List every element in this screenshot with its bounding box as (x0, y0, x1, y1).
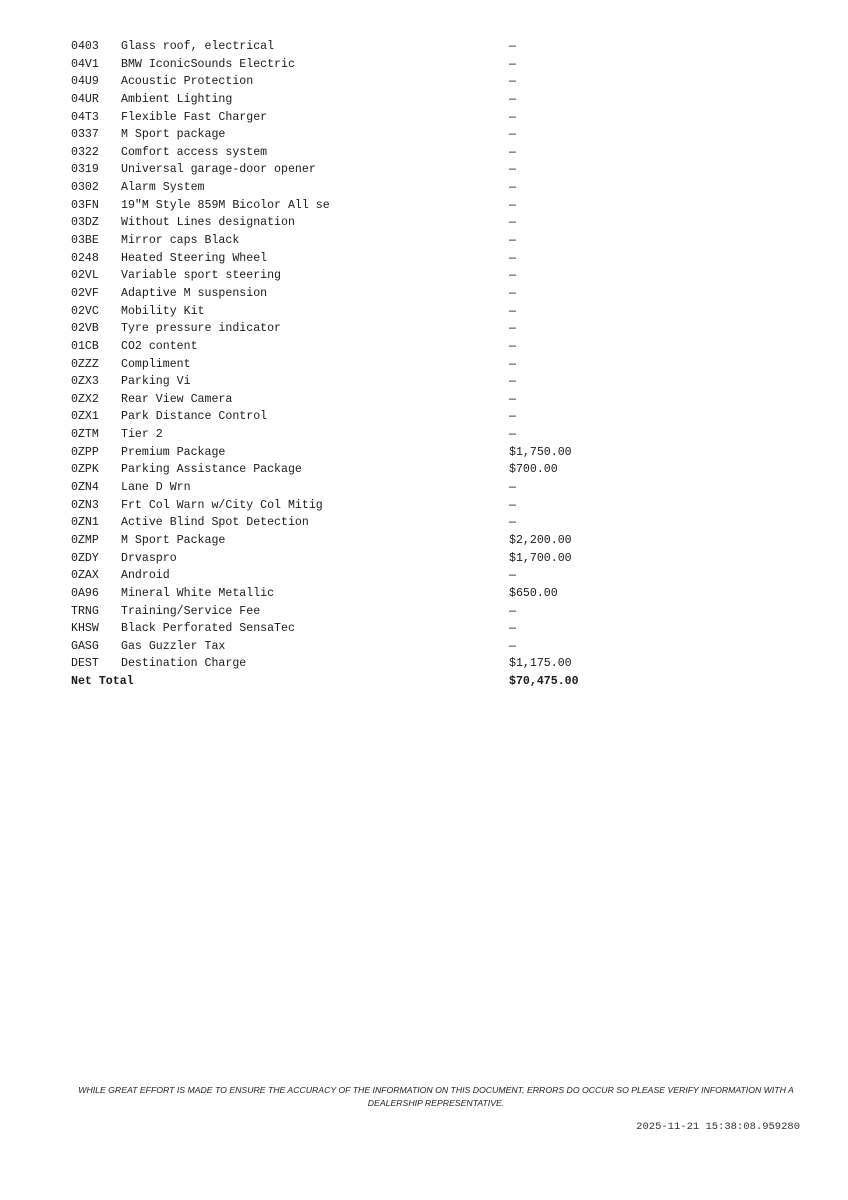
option-description: Frt Col Warn w/City Col Mitig (121, 498, 323, 512)
net-total-value: $70,475.00 (509, 675, 579, 689)
option-price: — (509, 304, 516, 318)
option-price: — (509, 392, 516, 406)
option-code: 0248 (71, 251, 99, 265)
option-code: 0ZN3 (71, 498, 99, 512)
option-row (71, 267, 631, 285)
option-price: $2,200.00 (509, 533, 572, 547)
option-description: Alarm System (121, 181, 205, 195)
option-row (71, 373, 631, 391)
option-code: 0319 (71, 163, 99, 177)
option-description: Mobility Kit (121, 304, 205, 318)
option-row (71, 603, 631, 621)
option-description: Universal garage-door opener (121, 163, 316, 177)
option-price: — (509, 251, 516, 265)
option-row (71, 232, 631, 250)
option-row (71, 655, 631, 673)
option-description: Drvaspro (121, 551, 177, 565)
option-description: Active Blind Spot Detection (121, 516, 309, 530)
option-code: 0ZX1 (71, 410, 99, 424)
option-code: 02VC (71, 304, 99, 318)
option-row (71, 567, 631, 585)
option-row (71, 356, 631, 374)
option-price: — (509, 181, 516, 195)
option-description: Lane D Wrn (121, 481, 191, 495)
option-code: 03BE (71, 234, 99, 248)
option-price: $1,700.00 (509, 551, 572, 565)
option-description: Tier 2 (121, 428, 163, 442)
option-code: 0ZX2 (71, 392, 99, 406)
option-row (71, 250, 631, 268)
option-row (71, 38, 631, 56)
options-list (71, 38, 631, 673)
option-row (71, 126, 631, 144)
option-price: — (509, 339, 516, 353)
option-description: Parking Assistance Package (121, 463, 302, 477)
option-price: — (509, 57, 516, 71)
option-row (71, 56, 631, 74)
option-row (71, 620, 631, 638)
option-code: 0ZPP (71, 445, 99, 459)
option-description: M Sport Package (121, 533, 226, 547)
option-description: Mineral White Metallic (121, 586, 275, 600)
option-code: 0ZMP (71, 533, 99, 547)
option-code: 0337 (71, 128, 99, 142)
option-description: Without Lines designation (121, 216, 295, 230)
option-row (71, 214, 631, 232)
option-row (71, 285, 631, 303)
option-row (71, 320, 631, 338)
option-code: KHSW (71, 622, 99, 636)
option-row (71, 109, 631, 127)
option-price: — (509, 622, 516, 636)
option-code: 0ZTM (71, 428, 99, 442)
option-description: Ambient Lighting (121, 92, 233, 106)
option-code: 0ZPK (71, 463, 99, 477)
option-description: Parking Vi (121, 375, 191, 389)
option-price: — (509, 516, 516, 530)
option-description: Tyre pressure indicator (121, 322, 282, 336)
option-code: 0ZAX (71, 569, 99, 583)
option-price: — (509, 481, 516, 495)
option-price: $700.00 (509, 463, 558, 477)
option-price: — (509, 145, 516, 159)
option-code: TRNG (71, 604, 99, 618)
option-description: 19"M Style 859M Bicolor All se (121, 198, 330, 212)
option-price: $650.00 (509, 586, 558, 600)
option-row (71, 73, 631, 91)
option-row (71, 497, 631, 515)
option-row (71, 532, 631, 550)
option-description: CO2 content (121, 339, 198, 353)
option-code: 04UR (71, 92, 99, 106)
option-code: 0ZN4 (71, 481, 99, 495)
option-description: Training/Service Fee (121, 604, 261, 618)
option-price: — (509, 639, 516, 653)
option-price: $1,750.00 (509, 445, 572, 459)
option-code: 04U9 (71, 75, 99, 89)
option-description: Rear View Camera (121, 392, 233, 406)
net-total-label: Net Total (71, 675, 134, 689)
option-price: — (509, 269, 516, 283)
option-row (71, 444, 631, 462)
option-price: — (509, 286, 516, 300)
option-code: 0A96 (71, 586, 99, 600)
option-description: Park Distance Control (121, 410, 268, 424)
option-row (71, 585, 631, 603)
option-price: — (509, 357, 516, 371)
option-code: 04V1 (71, 57, 99, 71)
option-code: 03FN (71, 198, 99, 212)
option-row (71, 479, 631, 497)
option-code: 02VB (71, 322, 99, 336)
option-code: GASG (71, 639, 99, 653)
option-code: 0302 (71, 181, 99, 195)
option-description: Heated Steering Wheel (121, 251, 268, 265)
option-price: — (509, 75, 516, 89)
option-price: — (509, 110, 516, 124)
option-code: 0ZN1 (71, 516, 99, 530)
option-description: BMW IconicSounds Electric (121, 57, 295, 71)
option-price: — (509, 498, 516, 512)
option-price: — (509, 410, 516, 424)
option-code: 0403 (71, 40, 99, 53)
option-code: 0322 (71, 145, 99, 159)
options-table (71, 38, 631, 691)
option-price: — (509, 198, 516, 212)
option-description: Acoustic Protection (121, 75, 254, 89)
option-price: — (509, 163, 516, 177)
option-row (71, 91, 631, 109)
option-description: M Sport package (121, 128, 226, 142)
timestamp: 2025-11-21 15:38:08.959280 (636, 1121, 800, 1133)
option-code: 0ZDY (71, 551, 99, 565)
net-total-row (71, 673, 631, 691)
option-description: Mirror caps Black (121, 234, 240, 248)
option-code: 03DZ (71, 216, 99, 230)
option-price: — (509, 234, 516, 248)
option-row (71, 408, 631, 426)
option-price: — (509, 92, 516, 106)
option-row (71, 303, 631, 321)
option-price: — (509, 216, 516, 230)
option-row (71, 638, 631, 656)
option-price: — (509, 375, 516, 389)
option-description: Flexible Fast Charger (121, 110, 268, 124)
option-description: Gas Guzzler Tax (121, 639, 226, 653)
option-code: 02VF (71, 286, 99, 300)
option-code: 04T3 (71, 110, 99, 124)
option-description: Comfort access system (121, 145, 268, 159)
option-row (71, 514, 631, 532)
option-row (71, 197, 631, 215)
option-description: Adaptive M suspension (121, 286, 268, 300)
disclaimer-text: WHILE GREAT EFFORT IS MADE TO ENSURE THE ACCURACY OF THE INFORMATION ON THIS DOCUMENT, ERRORS DO OCCUR SO PLEASE VERIFY INFORMATION WITH A DEALERSHIP REPRESENTATIVE. (78, 1085, 794, 1108)
option-row (71, 144, 631, 162)
option-price: $1,175.00 (509, 657, 572, 671)
option-code: 0ZX3 (71, 375, 99, 389)
option-price: — (509, 128, 516, 142)
option-description: Android (121, 569, 170, 583)
option-row (71, 161, 631, 179)
option-row (71, 461, 631, 479)
option-description: Premium Package (121, 445, 226, 459)
option-row (71, 426, 631, 444)
option-code: 02VL (71, 269, 99, 283)
option-row (71, 550, 631, 568)
option-code: DEST (71, 657, 99, 671)
option-row (71, 391, 631, 409)
option-row (71, 338, 631, 356)
option-description: Glass roof, electrical (121, 40, 275, 53)
option-code: 01CB (71, 339, 99, 353)
option-description: Destination Charge (121, 657, 247, 671)
option-price: — (509, 322, 516, 336)
option-code: 0ZZZ (71, 357, 99, 371)
option-price: — (509, 40, 516, 53)
option-price: — (509, 604, 516, 618)
option-description: Compliment (121, 357, 191, 371)
option-price: — (509, 428, 516, 442)
option-row (71, 179, 631, 197)
option-description: Black Perforated SensaTec (121, 622, 295, 636)
option-description: Variable sport steering (121, 269, 282, 283)
option-price: — (509, 569, 516, 583)
